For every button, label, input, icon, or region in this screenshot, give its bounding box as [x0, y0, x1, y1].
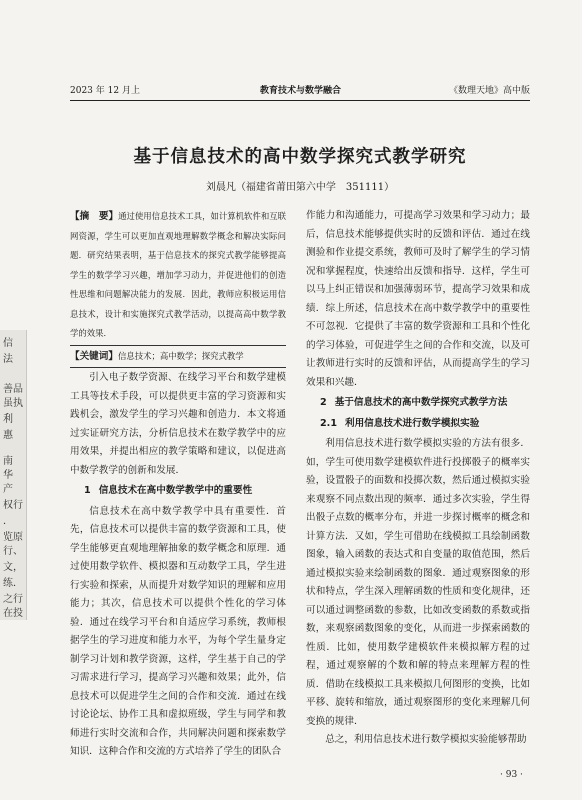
section-2-title: 基于信息技术的高中数学探究式教学方法 — [334, 397, 508, 408]
margin-fragment: 虽执 — [3, 398, 23, 409]
section-1-paragraph: 信息技术在高中数学教学中具有重要性．首先，信息技术可以提供丰富的数学资源和工具，使学生能够更直观地理解抽象的数学概念和原理．通过使用数学软件、模拟器和互动数学工具，学生进行实验和探索，从而提升对数学知识的理解和应用能力；其次，信息技术可以提供个性化的学习体验．通过在线学习平台和自适应学习系统，教师根据学生的学习进度和能力水平，为每个学生量身定制学习计划和教学资源，这样，学生基于自己的学习需求进行学习，提高学习兴趣和效果；此外，信息技术可以促进学生之间的合作和交流．通过在线讨论论坛、协作工具和虚拟班级，学生与同学和教师进行实时交流和合作，共同解决问题和探索数学知识．这种合作和交流的方式培养了学生的团队合 — [70, 505, 286, 757]
margin-fragment: 华 — [3, 470, 13, 481]
margin-fragment: 惠 — [3, 430, 13, 441]
abstract-label: 【摘 要】 — [70, 211, 119, 222]
margin-fragment: 产 — [3, 484, 13, 495]
section-2-1-heading — [306, 415, 530, 434]
abstract-divider — [70, 345, 286, 346]
margin-fragment: ． — [3, 516, 13, 527]
adjacent-page-margin — [0, 330, 27, 620]
right-column — [306, 207, 530, 750]
margin-fragment: 行、 — [3, 546, 23, 557]
margin-fragment: 览原 — [3, 532, 23, 543]
keywords-divider — [70, 367, 286, 368]
issue-date: 2023 年 12 月上 — [70, 86, 140, 96]
header-divider — [70, 100, 530, 101]
section-1-title: 信息技术在高中数学教学中的重要性 — [98, 485, 253, 496]
abstract-box — [70, 207, 286, 368]
column-name: 教育技术与数学融合 — [260, 86, 342, 96]
left-column — [70, 207, 286, 762]
page-number: · 93 · — [500, 770, 523, 780]
margin-fragment: 之行 — [3, 594, 23, 605]
section-2-1-number: 2.1 — [320, 417, 337, 429]
section-2-1-paragraph-1: 利用信息技术进行数学模拟实验的方法有很多．如，学生可使用数学建模软件进行投掷骰子的概率实验，设置骰子的面数和投掷次数，然后通过模拟实验来观察不同点数出现的频率．通过多次实验，学生得出骰子点数的概率分布，并进一步探讨概率的概念和计算方法．又如，学生可借助在线模拟工具绘制函数图象，输入函数的表达式和自变量的取值范围，然后通过模拟实验来绘制函数的图象．通过观察图象的形状和特点，学生深入理解函数的性质和变化规律，还可以通过调整函数的参数，比如改变函数的系数或指数，来观察函数图象的变化，从而进一步探索函数的性质．比如，使用数学建模软件来模拟解方程的过程，通过观察解的个数和解的特点来理解方程的性质．借助在线模拟工具来模拟几何图形的变换，比如平移、旋转和缩放，通过观察图形的变化来理解几何变换的规律． — [306, 438, 530, 727]
section-2-1-paragraph-2: 总之，利用信息技术进行数学模拟实验能够帮助 — [325, 734, 527, 745]
running-header — [70, 84, 530, 98]
margin-fragment: 权行 — [3, 500, 23, 511]
margin-fragment: 在投 — [3, 608, 23, 619]
author-line: 刘晨凡（福建省莆田第六中学 351111） — [205, 182, 395, 193]
intro-paragraph: 引入电子数学资源、在线学习平台和数学建模工具等技术手段，可以提供更丰富的学习资源和实践机会，激发学生的学习兴趣和创造力．本文将通过实证研究方法，分析信息技术在数学教学中的应用效果，并提出相应的教学策略和建议，以促进高中数学教学的创新和发展． — [70, 372, 286, 476]
section-1-number: 1 — [84, 485, 91, 496]
keywords-text: 信息技术；高中数学；探究式教学 — [117, 350, 244, 361]
section-2-heading — [306, 394, 530, 413]
margin-fragment: 练． — [3, 578, 23, 589]
section-1-paragraph-continued: 作能力和沟通能力，可提高学习效果和学习动力；最后，信息技术能够提供实时的反馈和评估．通过在线测验和作业提交系统，教师可及时了解学生的学习情况和掌握程度，快速给出反馈和指导．这样，学生可以马上纠正错误和加强薄弱环节，提高学习效果和成绩．综上所述，信息技术在高中数学教学中的重要性不可忽视．它提供了丰富的数学资源和工具和个性化的学习体验，可促进学生之间的合作和交流，以及可让教师进行实时的反馈和评估，从而提高学生的学习效果和兴趣． — [306, 210, 530, 388]
section-1-heading — [70, 482, 286, 501]
section-2-number: 2 — [320, 397, 327, 408]
margin-fragment: 利 — [3, 414, 13, 425]
margin-fragment: 善品 — [3, 384, 23, 395]
margin-fragment: 法 — [3, 354, 13, 365]
section-2-1-title: 利用信息技术进行数学模拟实验 — [345, 417, 480, 429]
abstract — [70, 207, 286, 344]
margin-fragment: 文， — [3, 562, 23, 573]
abstract-text: 通过使用信息技术工具，如计算机软件和互联网资源，学生可以更加直观地理解数学概念和解决实际问题．研究结果表明，基于信息技术的探究式教学能够提高学生的数学学习兴趣，增加学习动力，并促进他们的创造性思维和问题解决能力的发展．因此，教师应积极运用信息技术，设计和实施探究式教学活动，以提高高中数学教学的效果． — [70, 211, 287, 338]
article-title: 基于信息技术的高中数学探究式教学研究 — [133, 147, 467, 167]
keywords — [70, 347, 286, 367]
journal-name: 《数理天地》高中版 — [448, 86, 530, 96]
margin-fragment: 南 — [3, 456, 13, 467]
keywords-label: 【关键词】 — [70, 350, 118, 362]
margin-fragment: 信 — [3, 338, 13, 349]
